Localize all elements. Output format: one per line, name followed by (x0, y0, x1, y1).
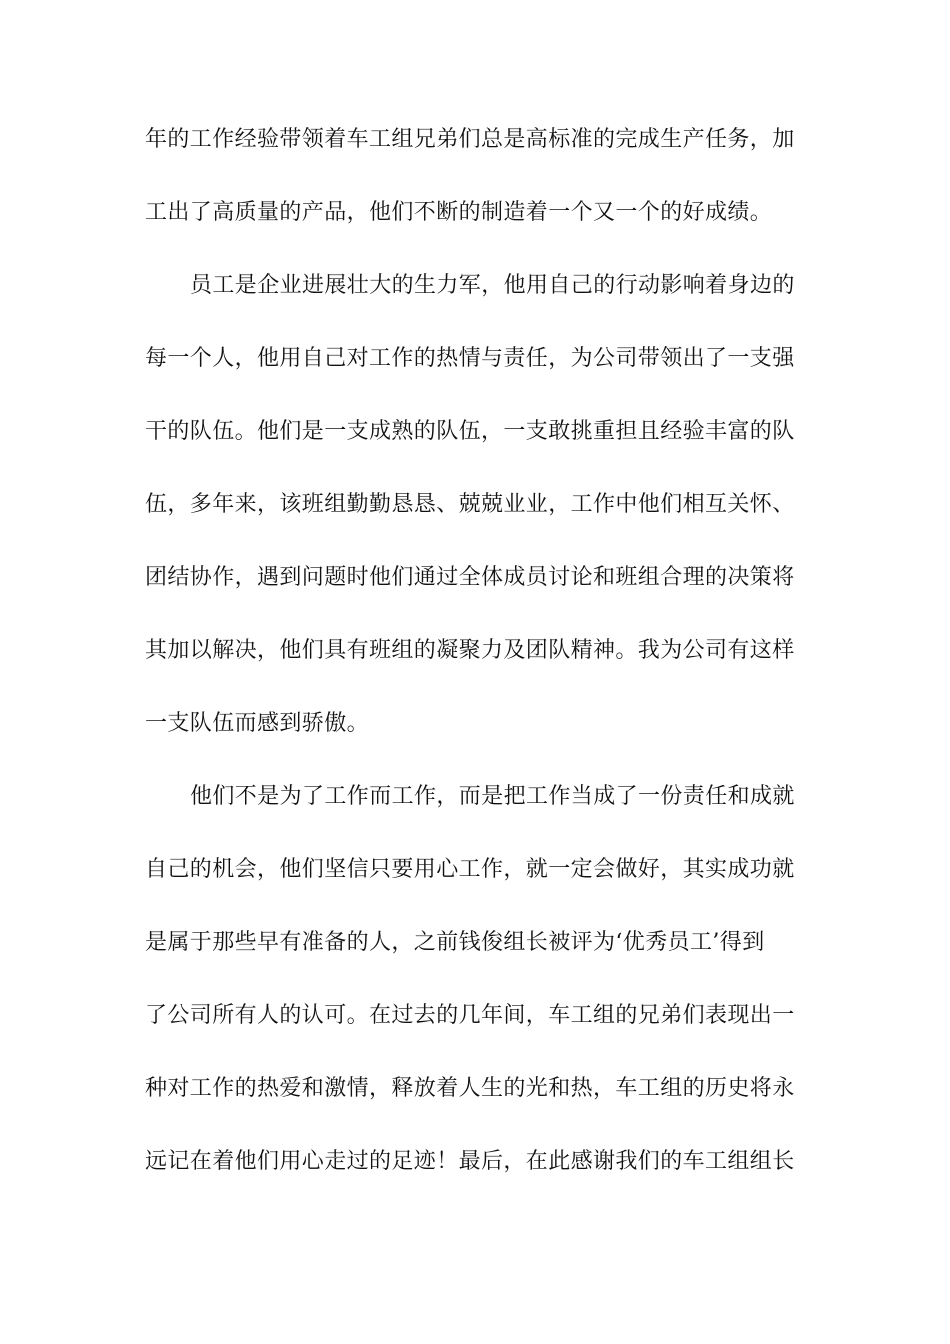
text-line-12: 是属于那些早有准备的人，之前钱俊组长被评为‘优秀员工’得到 (145, 930, 765, 955)
text-line-8: 其加以解决，他们具有班组的凝聚力及团队精神。我为公司有这样 (145, 638, 795, 663)
text-line-3: 员工是企业进展壮大的生力军，他用自己的行动影响着身边的 (190, 273, 795, 298)
text-line-13: 了公司所有人的认可。在过去的几年间，车工组的兄弟们表现出一 (145, 1003, 795, 1028)
text-line-2: 工出了高质量的产品，他们不断的制造着一个又一个的好成绩。 (145, 200, 773, 225)
text-line-1: 年的工作经验带领着车工组兄弟们总是高标准的完成生产任务，加 (145, 127, 795, 152)
text-line-11: 自己的机会，他们坚信只要用心工作，就一定会做好，其实成功就 (145, 857, 795, 882)
text-line-14: 种对工作的热爱和激情，释放着人生的光和热，车工组的历史将永 (145, 1076, 795, 1101)
text-line-7: 团结协作，遇到问题时他们通过全体成员讨论和班组合理的决策将 (145, 565, 795, 590)
text-line-10: 他们不是为了工作而工作，而是把工作当成了一份责任和成就 (190, 784, 795, 809)
text-line-4: 每一个人，他用自己对工作的热情与责任，为公司带领出了一支强 (145, 346, 795, 371)
text-line-6: 伍，多年来，该班组勤勤恳恳、兢兢业业，工作中他们相互关怀、 (145, 492, 795, 517)
text-line-9: 一支队伍而感到骄傲。 (145, 711, 370, 736)
text-line-15: 远记在着他们用心走过的足迹！最后，在此感谢我们的车工组组长 (145, 1149, 795, 1174)
text-line-5: 干的队伍。他们是一支成熟的队伍，一支敢挑重担且经验丰富的队 (145, 419, 795, 444)
body-text (145, 128, 810, 1223)
